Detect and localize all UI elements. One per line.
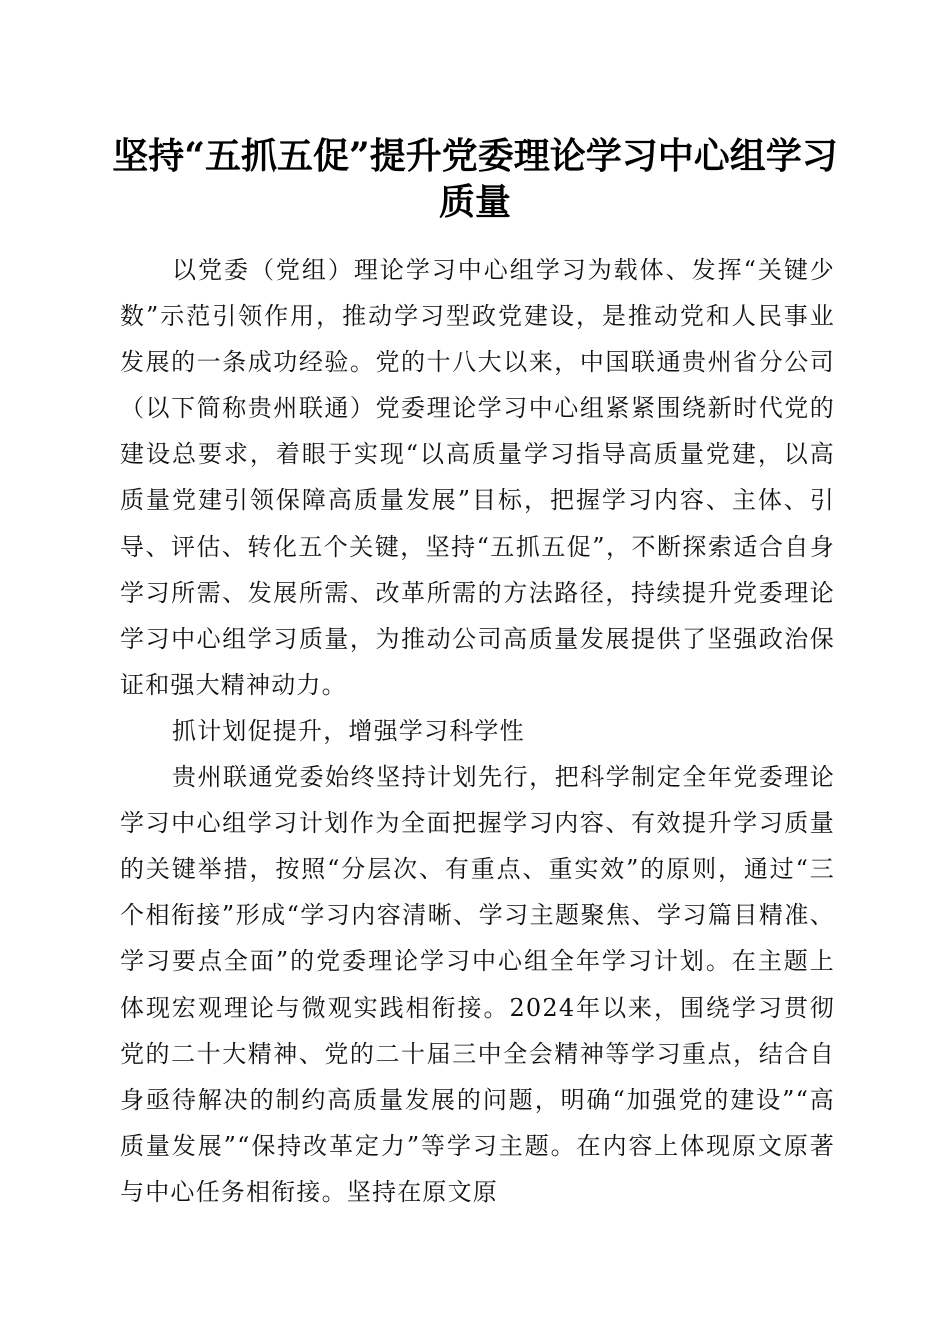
- paragraph-plan: 贵州联通党委始终坚持计划先行，把科学制定全年党委理论学习中心组学习计划作为全面把握学习内容、有效提升学习质量的关键举措，按照“分层次、有重点、重实效”的原则，通过“三个相衔接”形成“学习内容清晰、学习主题聚焦、学习篇目精准、学习要点全面”的党委理论学习中心组全年学习计划。在主题上体现宏观理论与微观实践相衔接。2024年以来，围绕学习贯彻党的二十大精神、党的二十届三中全会精神等学习重点，结合自身亟待解决的制约高质量发展的问题，明确“加强党的建设”“高质量发展”“保持改革定力”等学习主题。在内容上体现原文原著与中心任务相衔接。坚持在原文原: [120, 763, 835, 1206]
- paragraph-intro: 以党委（党组）理论学习中心组学习为载体、发挥“关键少数”示范引领作用，推动学习型政党建设，是推动党和人民事业发展的一条成功经验。党的十八大以来，中国联通贵州省分公司（以下简称贵州联通）党委理论学习中心组紧紧围绕新时代党的建设总要求，着眼于实现“以高质量学习指导高质量党建，以高质量党建引领保障高质量发展”目标，把握学习内容、主体、引导、评估、转化五个关键，坚持“五抓五促”，不断探索适合自身学习所需、发展所需、改革所需的方法路径，持续提升党委理论学习中心组学习质量，为推动公司高质量发展提供了坚强政治保证和强大精神动力。: [120, 256, 835, 699]
- section-heading: 抓计划促提升，增强学习科学性: [172, 716, 525, 745]
- document-title: 坚持“五抓五促”提升党委理论学习中心组学习质量: [112, 135, 838, 223]
- document-body: [120, 247, 835, 1215]
